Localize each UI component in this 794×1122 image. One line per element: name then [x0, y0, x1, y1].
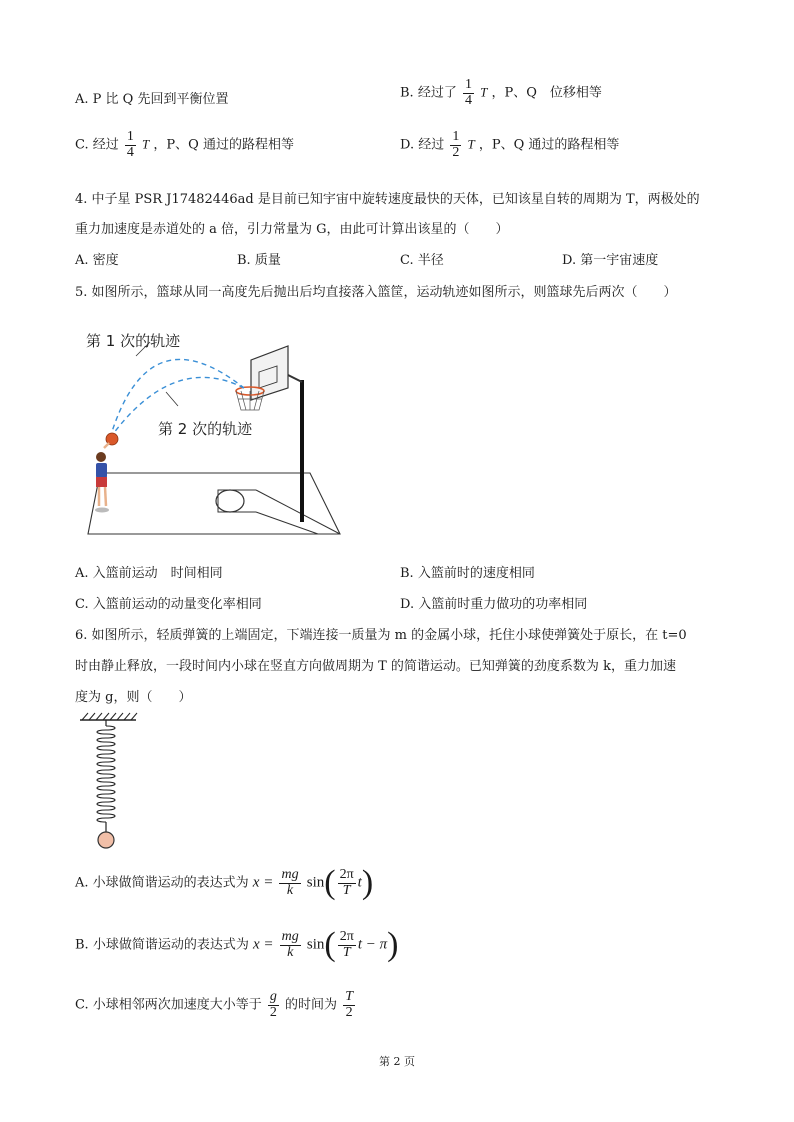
fraction-denominator: T	[342, 944, 351, 960]
q5-option-d: D. 入篮前时重力做功的功率相同	[400, 597, 588, 612]
fraction-denominator: 2	[452, 144, 460, 160]
q3-option-b-tail: ，P、Q 位移相等	[491, 85, 602, 101]
trajectory-2-label: 第 2 次的轨迹	[158, 420, 253, 438]
fraction-numerator: 1	[464, 77, 472, 92]
spring-figure	[78, 712, 148, 850]
period-var: T	[480, 84, 488, 100]
right-paren: )	[387, 926, 399, 963]
q3-option-a: A. P 比 Q 先回到平衡位置	[75, 92, 229, 107]
q5-option-a: A. 入篮前运动 时间相同	[75, 566, 223, 581]
q5-stem: 5. 如图所示，篮球从同一高度先后抛出后均直接落入篮筐，运动轨迹如图所示，则篮球先后两次（ ）	[75, 285, 677, 300]
trajectory-1-label: 第 1 次的轨迹	[86, 332, 181, 350]
q4-option-d: D. 第一宇宙速度	[562, 253, 659, 268]
fraction-denominator: T	[342, 882, 351, 898]
metal-ball	[98, 832, 114, 848]
q4-stem-line2: 重力加速度是赤道处的 a 倍，引力常量为 G，由此可计算出该星的（ ）	[75, 222, 509, 237]
q4-stem-line1: 4. 中子星 PSR J17482446ad 是目前已知宇宙中旋转速度最快的天体，已知该星自转的周期为 T，两极处的	[75, 192, 700, 207]
fraction-denominator: k	[286, 882, 294, 898]
q6-stem-line2: 时由静止释放，一段时间内小球在竖直方向做周期为 T 的简谐运动。已知弹簧的劲度系数为 k，重力加速	[75, 659, 676, 674]
free-throw-lane	[218, 490, 256, 512]
q6-option-a-label: A. 小球做简谐运动的表达式为	[75, 875, 249, 891]
fraction-denominator: 2	[345, 1004, 353, 1020]
amplitude-fraction	[280, 930, 301, 960]
q3-option-c-label: C. 经过	[75, 137, 119, 153]
period-var: T	[142, 136, 150, 152]
t-half-fraction	[343, 990, 355, 1020]
q5-option-c: C. 入篮前运动的动量变化率相同	[75, 597, 262, 612]
q6-option-a	[75, 866, 373, 900]
period-var: T	[467, 136, 475, 152]
formula-lhs: x =	[252, 936, 274, 953]
q3-option-b-fraction	[463, 78, 474, 108]
fraction-denominator: 4	[126, 144, 134, 160]
omega-fraction	[338, 868, 356, 898]
q6-option-c-label: C. 小球相邻两次加速度大小等于	[75, 997, 262, 1013]
free-throw-circle	[216, 490, 244, 512]
fraction-numerator: g	[269, 989, 277, 1004]
sin-function: sin	[306, 936, 325, 953]
fraction-denominator: k	[287, 944, 294, 960]
q3-option-d-label: D. 经过	[400, 137, 445, 153]
formula-inner-tail: t	[357, 874, 362, 891]
q3-option-d-tail: ，P、Q 通过的路程相等	[478, 137, 620, 153]
fraction-numerator: 2π	[339, 866, 354, 882]
q4-option-a: A. 密度	[75, 253, 119, 268]
formula-inner-tail: t − π	[357, 936, 388, 953]
fraction-denominator: 4	[464, 92, 472, 108]
page-number: 第 2 页	[379, 1055, 415, 1068]
q6-stem-line1: 6. 如图所示，轻质弹簧的上端固定，下端连接一质量为 m 的金属小球，托住小球使弹簧处于原长，在 t=0	[75, 628, 687, 643]
spring-coil	[97, 726, 115, 822]
fraction-denominator: 2	[269, 1004, 277, 1020]
basketball-figure	[78, 322, 348, 544]
backboard	[251, 346, 288, 400]
fraction-numerator: 2π	[339, 928, 354, 944]
left-paren: (	[324, 864, 336, 901]
q6-option-b	[75, 928, 398, 962]
q4-option-b: B. 质量	[237, 253, 281, 268]
omega-fraction	[338, 930, 356, 960]
label-2-leader	[166, 392, 178, 406]
fraction-numerator: mg	[281, 928, 299, 944]
q6-stem-line3: 度为 g，则（ ）	[75, 690, 192, 705]
amplitude-fraction	[279, 868, 300, 898]
q6-option-b-label: B. 小球做简谐运动的表达式为	[75, 937, 249, 953]
g-half-fraction	[268, 990, 279, 1020]
fraction-numerator: T	[345, 989, 353, 1004]
q3-option-d-fraction	[450, 130, 461, 160]
fraction-numerator: 1	[452, 129, 460, 144]
sin-function: sin	[306, 874, 325, 891]
lane-line-lower	[256, 512, 318, 534]
left-paren: (	[324, 926, 336, 963]
q3-option-d	[400, 130, 619, 160]
q3-option-b-label: B. 经过了	[400, 85, 457, 101]
ceiling-hatch	[82, 713, 137, 720]
fraction-numerator: mg	[281, 866, 299, 882]
fraction-numerator: 1	[126, 129, 134, 144]
right-paren: )	[361, 864, 374, 901]
q3-option-c-fraction	[125, 130, 136, 160]
q6-option-c	[75, 990, 357, 1020]
q4-option-c: C. 半径	[400, 253, 444, 268]
q3-option-c	[75, 130, 294, 160]
formula-lhs: x =	[252, 874, 274, 891]
q5-option-b: B. 入篮前时的速度相同	[400, 566, 535, 581]
q3-option-b	[400, 78, 602, 108]
q3-option-c-tail: ，P、Q 通过的路程相等	[153, 137, 294, 153]
q6-option-c-mid: 的时间为	[285, 997, 338, 1013]
